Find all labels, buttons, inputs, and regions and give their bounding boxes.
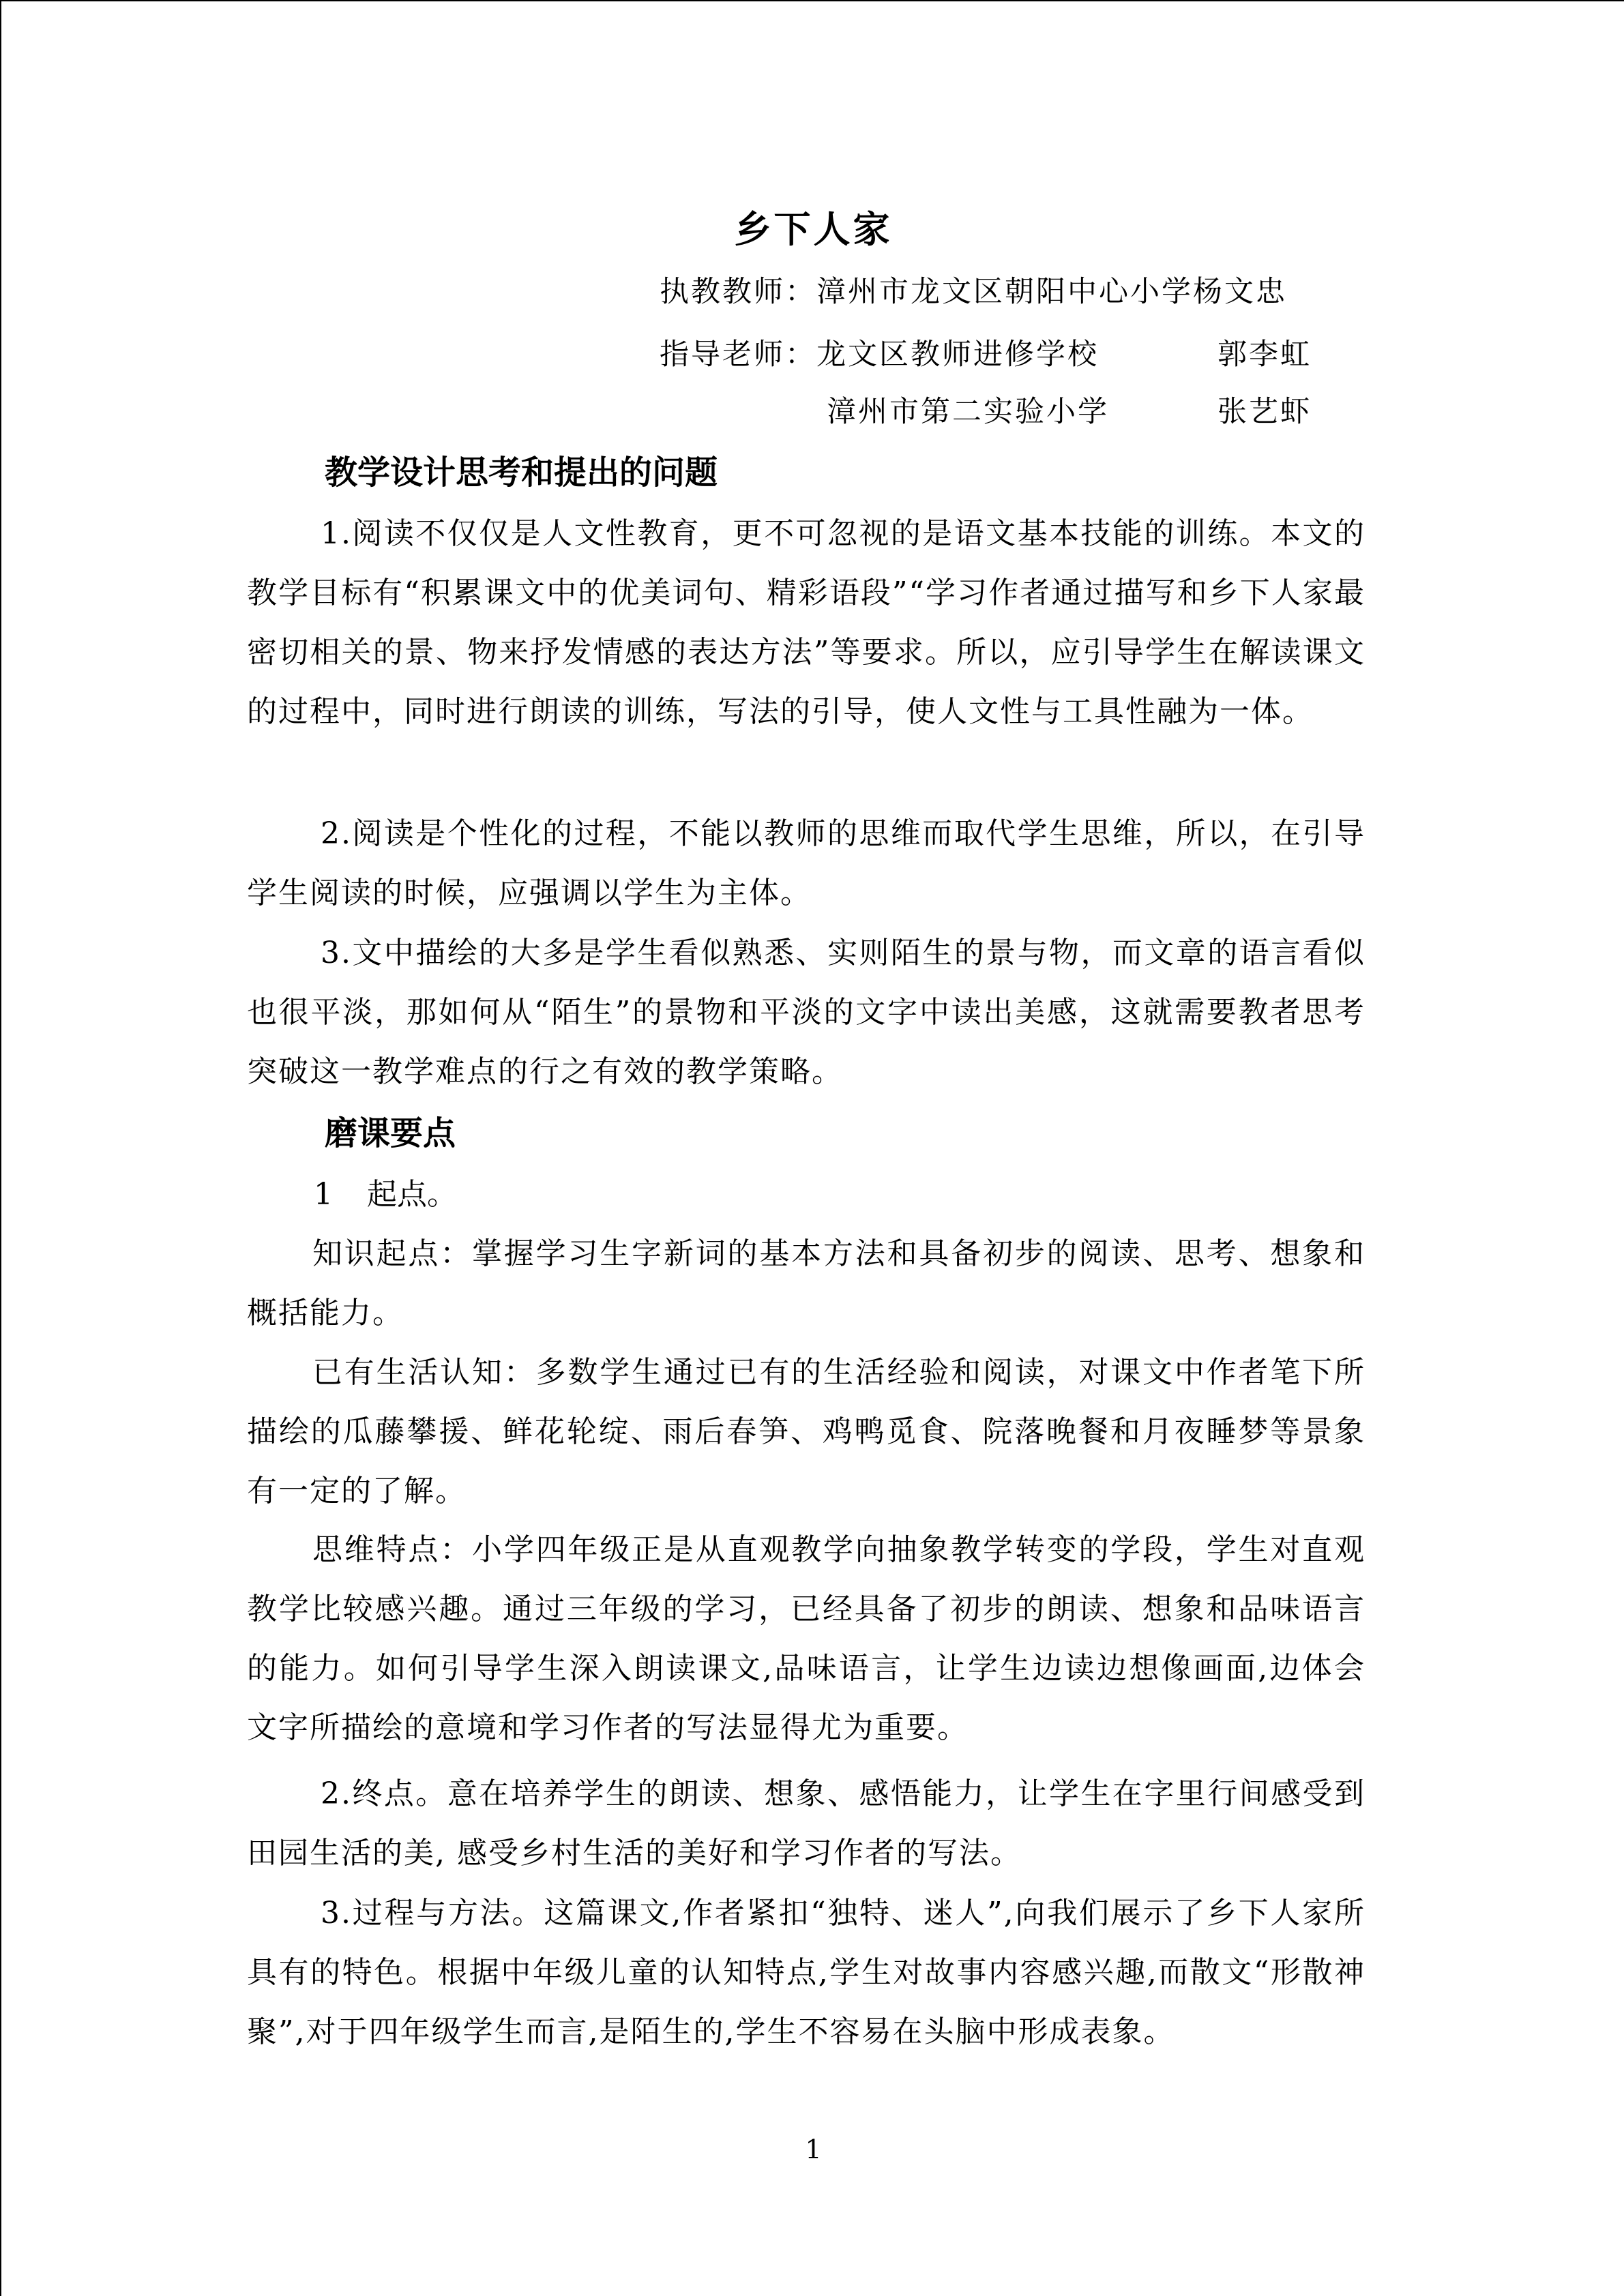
paragraph: 2.终点。意在培养学生的朗读、想象、感悟能力，让学生在字里行间感受到田园生活的美, 感受乡村生活的美好和学习作者的写法。 — [247, 1776, 1365, 1870]
advisor-label: 指导老师： — [660, 338, 816, 372]
section-heading-design: 教学设计思考和提出的问题 — [325, 453, 718, 492]
advisor-org: 龙文区教师进修学校 — [816, 338, 1099, 372]
teacher-label: 执教教师： — [660, 275, 816, 309]
teacher-value: 漳州市龙文区朝阳中心小学杨文忠 — [816, 275, 1287, 309]
document-title: 乡下人家 — [734, 208, 893, 251]
page-number: 1 — [805, 2134, 822, 2164]
advisor-name-1: 郭李虹 — [1217, 338, 1312, 372]
paragraph: 知识起点：掌握学习生字新词的基本方法和具备初步的阅读、思考、想象和概括能力。 — [247, 1236, 1365, 1330]
advisor-name-2: 张艺虾 — [1217, 395, 1312, 429]
teacher-line — [660, 271, 1287, 312]
advisor-line-1 — [660, 334, 1099, 375]
section-heading-key-points: 磨课要点 — [325, 1114, 456, 1152]
paragraph: 3.文中描绘的大多是学生看似熟悉、实则陌生的景与物，而文章的语言看似也很平淡，那如何从“陌生”的景物和平淡的文字中读出美感，这就需要教者思考突破这一教学难点的行之有效的教学策略。 — [247, 936, 1365, 1089]
paragraph: 1.阅读不仅仅是人文性教育，更不可忽视的是语文基本技能的训练。本文的教学目标有“积累课文中的优美词句、精彩语段”“学习作者通过描写和乡下人家最密切相关的景、物来抒发情感的表达方法”等要求。所以，应引导学生在解读课文的过程中，同时进行朗读的训练，写法的引导，使人文性与工具性融为一体。 — [247, 516, 1365, 729]
paragraph: 已有生活认知：多数学生通过已有的生活经验和阅读，对课文中作者笔下所描绘的瓜藤攀援、鲜花轮绽、雨后春笋、鸡鸭觅食、院落晚餐和月夜睡梦等景象有一定的了解。 — [247, 1355, 1365, 1508]
paragraph: 3.过程与方法。这篇课文,作者紧扣“独特、迷人”,向我们展示了乡下人家所具有的特色。根据中年级儿童的认知特点,学生对故事内容感兴趣,而散文“形散神聚”,对于四年级学生而言,是陌生的,学生不容易在头脑中形成表象。 — [247, 1896, 1365, 2049]
list-item-text: 起点。 — [367, 1177, 457, 1212]
list-item-start — [314, 1165, 457, 1224]
advisor-org-2: 漳州市第二实验小学 — [827, 395, 1109, 429]
list-item-number: 1 — [314, 1177, 333, 1212]
paragraph: 思维特点：小学四年级正是从直观教学向抽象教学转变的学段，学生对直观教学比较感兴趣。通过三年级的学习，已经具备了初步的朗读、想象和品味语言的能力。如何引导学生深入朗读课文,品味语言，让学生边读边想像画面,边体会文字所描绘的意境和学习作者的写法显得尤为重要。 — [247, 1532, 1365, 1745]
paragraph: 2.阅读是个性化的过程，不能以教师的思维而取代学生思维，所以，在引导学生阅读的时候，应强调以学生为主体。 — [247, 816, 1365, 910]
